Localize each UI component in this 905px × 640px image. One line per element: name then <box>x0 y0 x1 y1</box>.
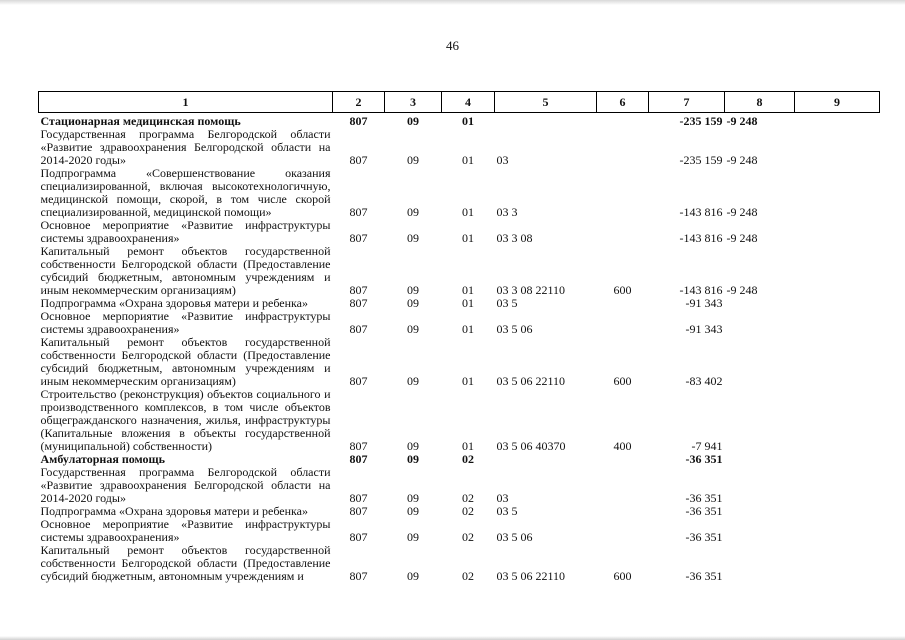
row-expense-type <box>597 453 649 466</box>
row-amount: -36 351 <box>685 530 723 544</box>
row-amount-2 <box>725 297 795 310</box>
row-ministry-code: 807 <box>349 439 368 453</box>
row-ministry-code: 807 <box>349 153 368 167</box>
row-target-article: 03 5 06 <box>496 322 533 336</box>
row-target-article <box>495 453 597 466</box>
row-amount: -36 351 <box>685 491 723 505</box>
row-amount-2 <box>725 518 795 544</box>
row-amount: -83 402 <box>685 374 723 388</box>
row-name: Государственная программа Белгородской области «Развитие здравоохранения Белгородской области на 2014-2020 годы» <box>40 127 331 167</box>
row-section: 09 <box>407 153 419 167</box>
row-name: Основное мероприятие «Развитие инфраструктуры системы здравоохранения» <box>40 218 331 245</box>
row-subsection: 01 <box>462 322 474 336</box>
row-name: Государственная программа Белгородской области «Развитие здравоохранения Белгородской области на 2014-2020 годы» <box>40 465 331 505</box>
row-col-9 <box>795 466 880 505</box>
row-target-article: 03 <box>496 153 509 167</box>
row-amount-2 <box>725 388 795 453</box>
row-expense-type <box>597 466 649 505</box>
row-expense-type: 600 <box>613 374 632 388</box>
row-col-9 <box>795 388 880 453</box>
row-col-9 <box>795 505 880 518</box>
row-expense-type <box>597 518 649 544</box>
scan-top-edge <box>0 0 905 5</box>
row-ministry-code: 807 <box>349 296 368 310</box>
row-name: Амбулаторная помощь <box>40 452 165 466</box>
table-row <box>39 245 880 297</box>
table-header-row <box>39 92 880 113</box>
row-ministry-code: 807 <box>349 530 368 544</box>
row-target-article: 03 5 06 22110 <box>496 569 566 583</box>
column-header-3: 3 <box>385 92 442 113</box>
row-ministry-code: 807 <box>349 452 368 466</box>
row-amount: -7 941 <box>691 439 723 453</box>
row-subsection: 02 <box>462 491 474 505</box>
row-target-article: 03 5 06 22110 <box>496 374 566 388</box>
row-amount-2: -9 248 <box>726 231 758 245</box>
row-col-9 <box>795 245 880 297</box>
row-amount: -143 816 <box>679 283 723 297</box>
column-header-2: 2 <box>333 92 385 113</box>
row-col-9 <box>795 113 880 129</box>
row-section: 09 <box>407 283 419 297</box>
row-amount: -36 351 <box>685 569 723 583</box>
row-section: 09 <box>407 296 419 310</box>
budget-table <box>38 91 880 583</box>
row-subsection: 01 <box>462 114 474 128</box>
row-ministry-code: 807 <box>349 114 368 128</box>
table-row <box>39 466 880 505</box>
row-amount: -143 816 <box>679 231 723 245</box>
row-ministry-code: 807 <box>349 205 368 219</box>
row-ministry-code: 807 <box>349 374 368 388</box>
column-header-5: 5 <box>495 92 597 113</box>
row-section: 09 <box>407 504 419 518</box>
row-ministry-code: 807 <box>349 283 368 297</box>
row-subsection: 01 <box>462 231 474 245</box>
column-header-9: 9 <box>795 92 880 113</box>
row-amount: -235 159 <box>679 153 723 167</box>
table-body <box>39 113 880 584</box>
column-header-8: 8 <box>725 92 795 113</box>
row-section: 09 <box>407 205 419 219</box>
row-target-article: 03 3 08 <box>496 231 533 245</box>
row-ministry-code: 807 <box>349 569 368 583</box>
row-section: 09 <box>407 114 419 128</box>
row-col-9 <box>795 544 880 583</box>
row-ministry-code: 807 <box>349 322 368 336</box>
row-section: 09 <box>407 231 419 245</box>
row-amount-2: -9 248 <box>726 205 758 219</box>
row-expense-type <box>597 128 649 167</box>
row-name: Основное мероприятие «Развитие инфраструктуры системы здравоохранения» <box>40 517 331 544</box>
scan-bottom-edge <box>0 636 905 640</box>
row-subsection: 01 <box>462 296 474 310</box>
row-name: Капитальный ремонт объектов государственной собственности Белгородской области (Предоставление субсидий бюджетным, автономным учреждениям и иным некоммерческим организациям) <box>40 335 331 388</box>
row-section: 09 <box>407 452 419 466</box>
row-name: Капитальный ремонт объектов государственной собственности Белгородской области (Предоставление субсидий бюджетным, автономным учреждениям и <box>40 543 331 583</box>
column-header-1: 1 <box>39 92 333 113</box>
row-col-9 <box>795 336 880 388</box>
table-row <box>39 518 880 544</box>
page-number: 46 <box>446 38 459 53</box>
row-subsection: 02 <box>462 530 474 544</box>
table-row <box>39 310 880 336</box>
row-name: Подпрограмма «Совершенствование оказания специализированной, включая высокотехнологичную, медицинской помощи, скорой, в том числе скорой специализированной, медицинской помощи» <box>40 166 331 219</box>
table-row <box>39 544 880 583</box>
row-target-article: 03 <box>496 491 509 505</box>
table-row <box>39 219 880 245</box>
row-ministry-code: 807 <box>349 231 368 245</box>
row-expense-type <box>597 505 649 518</box>
row-target-article: 03 5 06 40370 <box>496 439 566 453</box>
row-target-article: 03 3 <box>496 205 518 219</box>
row-amount: -91 343 <box>685 296 723 310</box>
row-amount-2: -9 248 <box>726 114 758 128</box>
row-expense-type <box>597 167 649 219</box>
row-name: Основное мерпориятие «Развитие инфраструктуры системы здравоохранения» <box>40 309 331 336</box>
row-amount: -36 351 <box>685 504 723 518</box>
row-amount-2 <box>725 505 795 518</box>
row-expense-type <box>597 310 649 336</box>
row-amount-2: -9 248 <box>726 283 758 297</box>
row-col-9 <box>795 128 880 167</box>
row-col-9 <box>795 453 880 466</box>
row-amount-2 <box>725 453 795 466</box>
row-section: 09 <box>407 374 419 388</box>
row-subsection: 01 <box>462 439 474 453</box>
row-expense-type <box>597 113 649 129</box>
row-subsection: 01 <box>462 205 474 219</box>
column-header-4: 4 <box>442 92 495 113</box>
row-amount: -143 816 <box>679 205 723 219</box>
row-subsection: 01 <box>462 374 474 388</box>
column-header-6: 6 <box>597 92 649 113</box>
row-expense-type: 400 <box>613 439 632 453</box>
row-amount-2 <box>725 336 795 388</box>
row-subsection: 02 <box>462 504 474 518</box>
table-row <box>39 167 880 219</box>
row-expense-type <box>597 297 649 310</box>
table-row <box>39 388 880 453</box>
row-name: Стационарная медицинская помощь <box>40 114 241 128</box>
column-header-7: 7 <box>649 92 725 113</box>
row-amount-2 <box>725 310 795 336</box>
row-target-article: 03 3 08 22110 <box>496 283 566 297</box>
row-name: Капитальный ремонт объектов государственной собственности Белгородской области (Предоставление субсидий бюджетным, автономным учреждениям и иным некоммерческим организациям) <box>40 244 331 297</box>
row-amount-2 <box>725 466 795 505</box>
row-subsection: 02 <box>462 452 474 466</box>
row-target-article: 03 5 <box>496 504 518 518</box>
row-expense-type: 600 <box>613 569 632 583</box>
row-target-article: 03 5 <box>496 296 518 310</box>
row-expense-type <box>597 219 649 245</box>
row-target-article: 03 5 06 <box>496 530 533 544</box>
row-section: 09 <box>407 569 419 583</box>
row-amount-2 <box>725 544 795 583</box>
table-row <box>39 128 880 167</box>
row-subsection: 02 <box>462 569 474 583</box>
row-subsection: 01 <box>462 153 474 167</box>
table-row <box>39 336 880 388</box>
row-section: 09 <box>407 439 419 453</box>
row-section: 09 <box>407 530 419 544</box>
table-row <box>39 113 880 129</box>
row-name: Подпрограмма «Охрана здоровья матери и ребенка» <box>40 296 308 310</box>
row-section: 09 <box>407 491 419 505</box>
row-name: Строительство (реконструкция) объектов социального и производственного комплексов, в том числе объектов общегражданского назначения, жилья, инфраструктуры (Капитальные вложения в объекты государственной (муниципальной) собственности) <box>40 387 331 453</box>
row-expense-type: 600 <box>613 283 632 297</box>
row-ministry-code: 807 <box>349 491 368 505</box>
row-amount-2: -9 248 <box>726 153 758 167</box>
row-target-article <box>495 113 597 129</box>
row-col-9 <box>795 297 880 310</box>
row-name: Подпрограмма «Охрана здоровья матери и ребенка» <box>40 504 308 518</box>
row-col-9 <box>795 167 880 219</box>
row-col-9 <box>795 518 880 544</box>
row-subsection: 01 <box>462 283 474 297</box>
row-col-9 <box>795 219 880 245</box>
row-col-9 <box>795 310 880 336</box>
row-amount: -235 159 <box>679 114 723 128</box>
row-ministry-code: 807 <box>349 504 368 518</box>
row-amount: -91 343 <box>685 322 723 336</box>
row-section: 09 <box>407 322 419 336</box>
row-amount: -36 351 <box>685 452 723 466</box>
